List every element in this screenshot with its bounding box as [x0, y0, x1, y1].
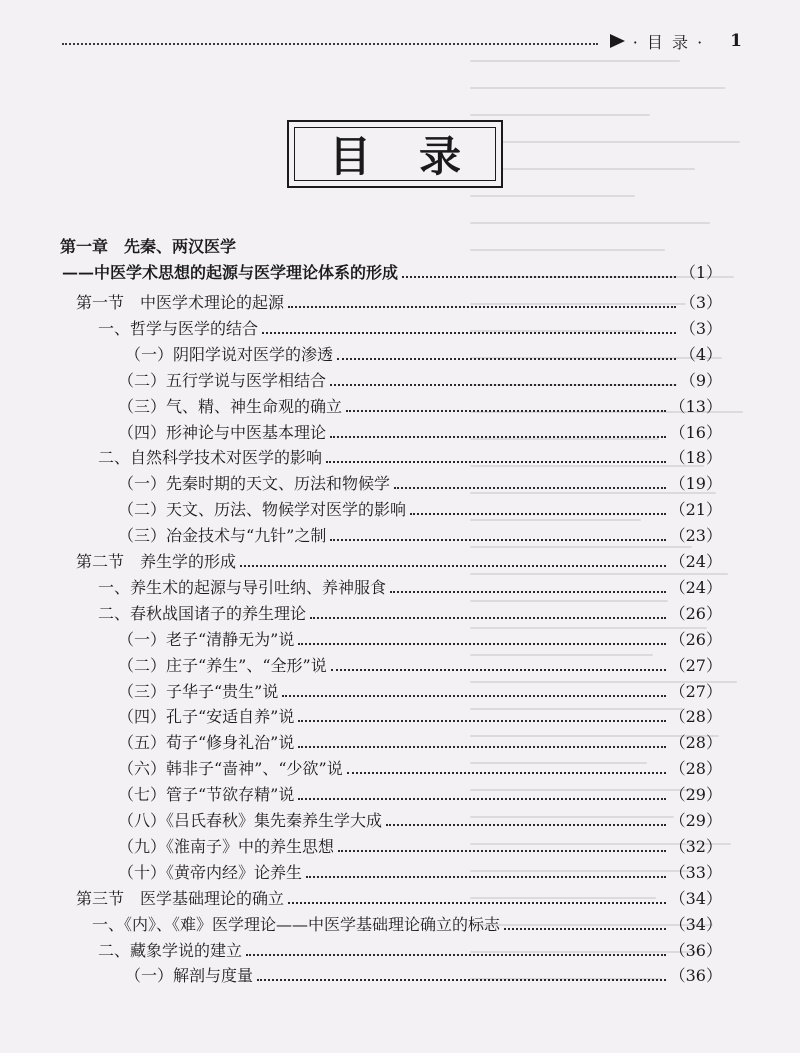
toc-entry	[0, 599, 722, 624]
dot-leader	[330, 384, 676, 386]
entry-label: （一）先秦时期的天文、历法和物候学	[118, 474, 391, 493]
entry-page: （29）	[669, 785, 722, 804]
entry-label: 二、自然科学技术对医学的影响	[98, 448, 323, 467]
dot-leader	[330, 539, 665, 541]
toc-entry	[0, 780, 722, 805]
toc-entry	[0, 443, 722, 468]
entry-page: （34）	[669, 915, 722, 934]
dot-leader	[394, 487, 666, 489]
entry-page: （36）	[669, 966, 722, 985]
entry-page: （3）	[679, 293, 722, 312]
toc-entry	[0, 392, 722, 417]
entry-page: （23）	[669, 526, 722, 545]
entry-label: （二）五行学说与医学相结合	[118, 371, 327, 390]
dot-leader	[282, 695, 665, 697]
entry-page: （27）	[669, 682, 722, 701]
entry-page: （3）	[679, 319, 722, 338]
entry-label: （七）管子“节欲存精”说	[118, 785, 295, 804]
toc-entry	[0, 858, 722, 883]
dot-leader	[288, 306, 676, 308]
entry-page: （24）	[669, 578, 722, 597]
toc-entry	[0, 961, 722, 986]
dot-leader	[306, 876, 666, 878]
toc-entry	[0, 521, 722, 546]
toc-entry	[0, 806, 722, 831]
entry-page: （28）	[669, 733, 722, 752]
entry-page: （29）	[669, 811, 722, 830]
entry-label: （六）韩非子“啬神”、“少欲”说	[118, 759, 343, 778]
dot-leader	[347, 772, 666, 774]
entry-label: ——中医学术思想的起源与医学理论体系的形成	[62, 263, 399, 282]
toc-entry	[0, 651, 722, 676]
running-title: · 目 录 ·	[632, 32, 705, 52]
dot-leader	[390, 591, 666, 593]
entry-label: （二）庄子“养生”、“全形”说	[118, 656, 327, 675]
dot-leader	[298, 720, 665, 722]
toc-entry	[0, 495, 722, 520]
dot-leader	[337, 358, 676, 360]
toc-entry	[0, 936, 722, 961]
entry-label: （五）荀子“修身礼治”说	[118, 733, 295, 752]
dot-leader	[331, 669, 666, 671]
entry-label: 一、哲学与医学的结合	[98, 319, 259, 338]
entry-label: （二）天文、历法、物候学对医学的影响	[118, 500, 407, 519]
dot-leader	[262, 332, 676, 334]
entry-page: （18）	[669, 448, 722, 467]
triangle-marker-icon	[610, 34, 625, 48]
entry-label: （三）冶金技术与“九针”之制	[118, 526, 327, 545]
dot-leader	[504, 928, 666, 930]
dot-leader	[298, 798, 665, 800]
entry-page: （26）	[669, 630, 722, 649]
entry-page: （32）	[669, 837, 722, 856]
dot-leader	[298, 643, 665, 645]
entry-label: 第二节 养生学的形成	[76, 552, 237, 571]
entry-label: 一、养生术的起源与导引吐纳、养神服食	[98, 578, 387, 597]
title-frame-inner	[294, 127, 509, 181]
toc-entry	[0, 418, 722, 443]
toc-entry	[0, 573, 722, 598]
chapter-heading	[0, 232, 722, 257]
entry-page: （27）	[669, 656, 722, 675]
toc-entry	[0, 340, 722, 365]
entry-page: （1）	[679, 263, 722, 282]
entry-label: （三）子华子“贵生”说	[118, 682, 279, 701]
chapter-subtitle-entry	[0, 258, 722, 283]
dot-leader	[246, 954, 666, 956]
dot-leader	[386, 824, 666, 826]
entry-page: （26）	[669, 604, 722, 623]
entry-page: （21）	[669, 500, 722, 519]
entry-label: （九）《淮南子》中的养生思想	[118, 837, 335, 856]
entry-label: （四）孔子“安适自养”说	[118, 707, 295, 726]
toc-entry	[0, 677, 722, 702]
toc-entry	[0, 547, 722, 572]
entry-page: （33）	[669, 863, 722, 882]
entry-label: （一）阴阳学说对医学的渗透	[125, 345, 334, 364]
entry-label: 第一节 中医学术理论的起源	[76, 293, 285, 312]
toc-entry	[0, 366, 722, 391]
entry-label: （八）《吕氏春秋》集先秦养生学大成	[118, 811, 383, 830]
entry-label: 二、春秋战国诸子的养生理论	[98, 604, 307, 623]
toc-entry	[0, 910, 722, 935]
entry-label: （一）老子“清静无为”说	[118, 630, 295, 649]
header-leader-dots	[62, 43, 598, 45]
toc-entry	[0, 314, 722, 339]
dot-leader	[310, 617, 666, 619]
dot-leader	[338, 850, 666, 852]
entry-label: （三）气、精、神生命观的确立	[118, 397, 343, 416]
dot-leader	[410, 513, 666, 515]
entry-page: （19）	[669, 474, 722, 493]
entry-page: （28）	[669, 759, 722, 778]
entry-page: （4）	[679, 345, 722, 364]
entry-page: （34）	[669, 889, 722, 908]
entry-page: （13）	[669, 397, 722, 416]
dot-leader	[288, 902, 666, 904]
dot-leader	[402, 276, 676, 278]
toc-entry	[0, 754, 722, 779]
dot-leader	[326, 461, 666, 463]
entry-label: 二、藏象学说的建立	[98, 941, 243, 960]
entry-label: 一、《内》、《难》医学理论——中医学基础理论确立的标志	[92, 915, 501, 934]
toc-entry	[0, 469, 722, 494]
dot-leader	[346, 410, 666, 412]
toc-entry	[0, 288, 722, 313]
toc-entry	[0, 832, 722, 857]
entry-label: （一）解剖与度量	[125, 966, 254, 985]
dot-leader	[240, 565, 666, 567]
dot-leader	[257, 979, 666, 981]
entry-page: （28）	[669, 707, 722, 726]
toc-entry	[0, 884, 722, 909]
dot-leader	[298, 746, 665, 748]
dot-leader	[330, 436, 666, 438]
page-number: 1	[730, 31, 742, 51]
entry-label: （十）《黄帝内经》论养生	[118, 863, 303, 882]
running-header	[62, 28, 742, 54]
chapter-title: 第一章 先秦、两汉医学	[60, 237, 237, 256]
title-frame	[287, 120, 509, 188]
entry-page: （9）	[679, 371, 722, 390]
entry-label: （四）形神论与中医基本理论	[118, 423, 327, 442]
toc-entry	[0, 702, 722, 727]
toc-entry	[0, 728, 722, 753]
page-title: 目录	[328, 132, 509, 181]
entry-page: （16）	[669, 423, 722, 442]
entry-page: （24）	[669, 552, 722, 571]
entry-page: （36）	[669, 941, 722, 960]
toc-entry	[0, 625, 722, 650]
entry-label: 第三节 医学基础理论的确立	[76, 889, 285, 908]
